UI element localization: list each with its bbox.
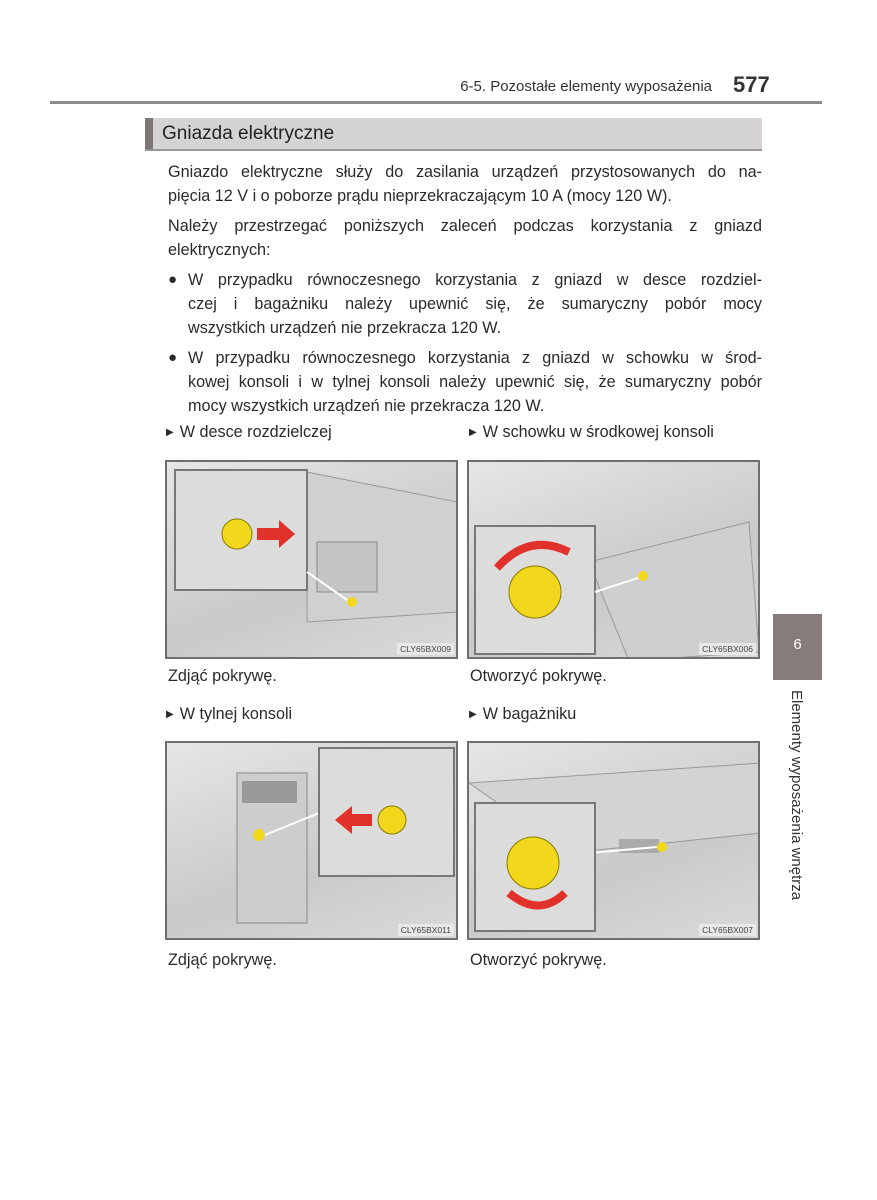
section-heading (145, 118, 762, 151)
figure-caption: Otworzyć pokrywę. (470, 951, 607, 969)
section-title: Gniazda elektryczne (162, 123, 335, 144)
text-line: W przypadku równoczesnego korzystania z gniazd w schowku w środ- (188, 349, 762, 367)
bullet-item (188, 346, 762, 418)
figure-caption: Zdjąć pokrywę. (168, 951, 277, 969)
triangle-icon: ▶ (166, 709, 174, 720)
figure-label-text: W desce rozdzielczej (179, 423, 332, 441)
figure-console-socket (467, 460, 760, 659)
figure-label-text: W bagażniku (482, 705, 577, 723)
figure-rear-console-socket (165, 741, 458, 940)
text-line: pięcia 12 V i o poborze prądu nieprzekraczającym 10 A (mocy 120 W). (168, 187, 672, 205)
bullet-icon: ● (168, 349, 178, 366)
chapter-header: 6-5. Pozostałe elementy wyposażenia (460, 78, 712, 95)
text-line: elektrycznych: (168, 241, 271, 259)
figure-label-text: W schowku w środkowej konsoli (482, 423, 714, 441)
chapter-side-title: Elementy wyposażenia wnętrza (788, 690, 805, 901)
figure-label (166, 705, 292, 724)
figure-trunk-socket (467, 741, 760, 940)
bullet-icon: ● (168, 271, 178, 288)
figure-caption: Zdjąć pokrywę. (168, 667, 277, 685)
intro-paragraph (168, 160, 762, 208)
triangle-icon: ▶ (469, 427, 477, 438)
figure-code: CLY65BX011 (398, 924, 454, 936)
figure-caption: Otworzyć pokrywę. (470, 667, 607, 685)
figure-label (469, 423, 714, 442)
figure-label (166, 423, 332, 442)
triangle-icon: ▶ (166, 427, 174, 438)
chapter-tab: 6 (773, 614, 822, 680)
text-line: kowej konsoli i w tylnej konsoli należy upewnić się, że sumaryczny pobór (188, 373, 762, 391)
heading-strip (145, 118, 153, 149)
text-line: Gniazdo elektryczne służy do zasilania urządzeń przystosowanych do na- (168, 163, 762, 181)
figure-code: CLY65BX009 (397, 643, 454, 655)
text-line: W przypadku równoczesnego korzystania z gniazd w desce rozdziel- (188, 271, 762, 289)
text-line: czej i bagażniku należy upewnić się, że sumaryczny pobór mocy (188, 295, 762, 313)
header-rule (50, 101, 822, 104)
page-number: 577 (733, 72, 770, 97)
figure-dashboard-socket (165, 460, 458, 659)
triangle-icon: ▶ (469, 709, 477, 720)
text-line: wszystkich urządzeń nie przekracza 120 W. (188, 319, 502, 337)
text-line: mocy wszystkich urządzeń nie przekracza 120 W. (188, 397, 545, 415)
text-line: Należy przestrzegać poniższych zaleceń podczas korzystania z gniazd (168, 217, 762, 235)
figure-code: CLY65BX007 (699, 924, 756, 936)
bullet-item (188, 268, 762, 340)
figure-label (469, 705, 576, 724)
figure-code: CLY65BX006 (699, 643, 756, 655)
figure-label-text: W tylnej konsoli (179, 705, 293, 723)
note-paragraph (168, 214, 762, 262)
